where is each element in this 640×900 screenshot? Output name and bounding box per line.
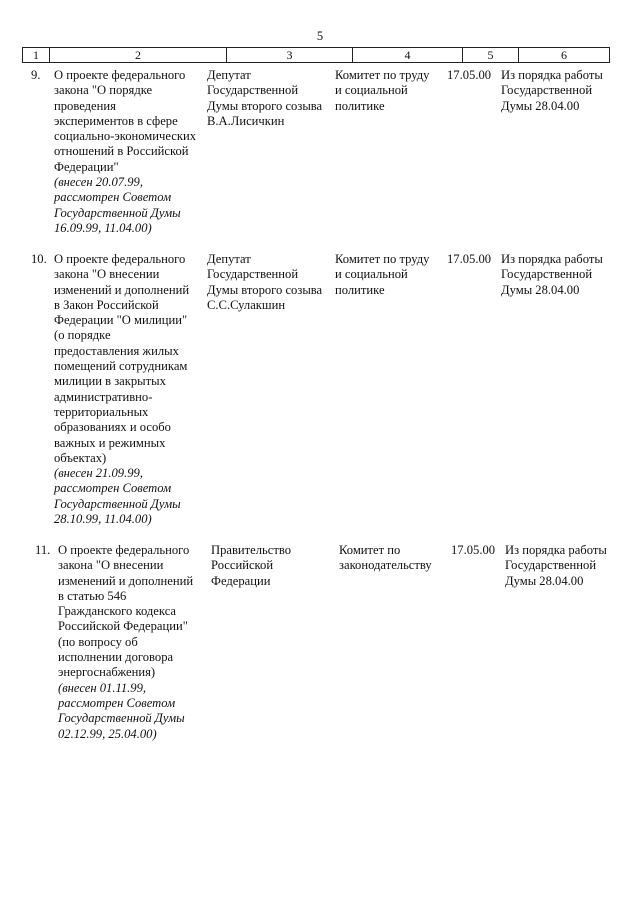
- bill-title-line: (о порядке: [54, 328, 111, 343]
- note-line: Думы 28.04.00: [505, 573, 584, 588]
- bill-title-line: социально-экономических: [54, 129, 196, 144]
- bill-title-line: закона "О порядке: [54, 83, 153, 98]
- column-number-5: 5: [462, 48, 518, 62]
- bill-status-line: (внесен 20.07.99,: [54, 175, 143, 190]
- author-line: В.А.Лисичкин: [207, 113, 285, 128]
- bill-status-line: Государственной Думы: [54, 205, 181, 220]
- column-number-2: 2: [49, 48, 226, 62]
- column-number-1: 1: [33, 48, 39, 62]
- bill-title-line: образованиях и особо: [54, 420, 171, 435]
- item-number: 10.: [31, 252, 47, 266]
- bill-title-line: изменений и дополнений: [58, 573, 194, 588]
- agenda-note: [501, 252, 613, 298]
- consideration-date: 17.05.00: [447, 68, 492, 82]
- bill-status-line: (внесен 21.09.99,: [54, 466, 143, 481]
- bill-status-line: Государственной Думы: [54, 496, 181, 511]
- bill-title-line: помещений сотрудникам: [54, 359, 188, 374]
- bill-title-line: экспериментов в сфере: [54, 113, 178, 128]
- bill-title-line: объектах): [54, 450, 107, 465]
- author-line: Депутат: [207, 252, 251, 266]
- bill-title-line: отношений в Российской: [54, 144, 189, 159]
- bill-title-line: закона "О внесении: [58, 558, 164, 573]
- bill-status-line: рассмотрен Советом: [54, 481, 172, 496]
- bill-title-line: закона "О внесении: [54, 267, 160, 282]
- committee-line: законодательству: [339, 558, 432, 573]
- bill-title-line: административно-: [54, 389, 153, 404]
- bill-status-line: рассмотрен Советом: [58, 695, 176, 710]
- author-line: Государственной: [207, 83, 299, 98]
- bill-title-line: энергоснабжения): [58, 665, 156, 680]
- bill-title: [58, 543, 206, 742]
- bill-title-line: территориальных: [54, 404, 149, 419]
- bill-title-line: исполнении договора: [58, 650, 174, 665]
- committee-line: и социальной: [335, 83, 408, 98]
- bill-title-line: изменений и дополнений: [54, 282, 190, 297]
- note-line: Государственной: [505, 558, 597, 573]
- bill-status-line: Государственной Думы: [58, 711, 185, 726]
- committee-line: политике: [335, 98, 385, 113]
- responsible-committee: [335, 68, 443, 114]
- bill-title-line: в статью 546: [58, 588, 127, 603]
- bill-author: [207, 252, 331, 313]
- bill-title-line: Российской Федерации": [58, 619, 188, 634]
- bill-status-line: 28.10.99, 11.04.00): [54, 512, 152, 527]
- author-line: С.С.Сулакшин: [207, 297, 286, 312]
- committee-line: Комитет по: [339, 543, 401, 557]
- author-line: Федерации: [211, 573, 271, 588]
- bill-title-line: О проекте федерального: [58, 543, 190, 557]
- note-line: Из порядка работы: [505, 543, 607, 557]
- bill-title-line: в Закон Российской: [54, 297, 159, 312]
- column-number-6: 6: [518, 48, 609, 62]
- consideration-date: 17.05.00: [451, 543, 496, 557]
- agenda-note: [505, 543, 617, 589]
- page-number: 5: [316, 29, 324, 43]
- bill-author: [211, 543, 335, 589]
- committee-line: Комитет по труду: [335, 252, 430, 266]
- committee-line: Комитет по труду: [335, 68, 430, 82]
- note-line: Из порядка работы: [501, 252, 603, 266]
- author-line: Депутат: [207, 68, 251, 82]
- author-line: Российской: [211, 558, 274, 573]
- committee-line: и социальной: [335, 267, 408, 282]
- responsible-committee: [335, 252, 443, 298]
- note-line: Государственной: [501, 267, 593, 282]
- bill-status-line: 02.12.99, 25.04.00): [58, 726, 157, 741]
- bill-status-line: рассмотрен Советом: [54, 190, 172, 205]
- column-number-4: 4: [352, 48, 462, 62]
- item-number: 9.: [31, 68, 41, 82]
- bill-title-line: Федерации "О милиции": [54, 313, 188, 328]
- author-line: Государственной: [207, 267, 299, 282]
- committee-line: политике: [335, 282, 385, 297]
- consideration-date: 17.05.00: [447, 252, 492, 266]
- bill-title-line: (по вопросу об: [58, 634, 138, 649]
- note-line: Государственной: [501, 83, 593, 98]
- author-line: Правительство: [211, 543, 292, 557]
- bill-title-line: проведения: [54, 98, 116, 113]
- note-line: Думы 28.04.00: [501, 98, 580, 113]
- bill-title-line: милиции в закрытых: [54, 374, 166, 389]
- note-line: Думы 28.04.00: [501, 282, 580, 297]
- author-line: Думы второго созыва: [207, 98, 323, 113]
- item-number: 11.: [35, 543, 51, 557]
- bill-title-line: важных и режимных: [54, 435, 166, 450]
- bill-title: [54, 68, 202, 236]
- agenda-note: [501, 68, 613, 114]
- author-line: Думы второго созыва: [207, 282, 323, 297]
- bill-title-line: Федерации": [54, 159, 119, 174]
- bill-status-line: 16.09.99, 11.04.00): [54, 220, 152, 235]
- bill-title-line: Гражданского кодекса: [58, 604, 177, 619]
- bill-status-line: (внесен 01.11.99,: [58, 680, 147, 695]
- column-number-3: 3: [226, 48, 352, 62]
- bill-author: [207, 68, 331, 129]
- bill-title-line: О проекте федерального: [54, 252, 186, 266]
- note-line: Из порядка работы: [501, 68, 603, 82]
- bill-title-line: предоставления жилых: [54, 343, 179, 358]
- responsible-committee: [339, 543, 447, 574]
- bill-title: [54, 252, 202, 527]
- column-number-header: [22, 47, 610, 63]
- bill-title-line: О проекте федерального: [54, 68, 186, 82]
